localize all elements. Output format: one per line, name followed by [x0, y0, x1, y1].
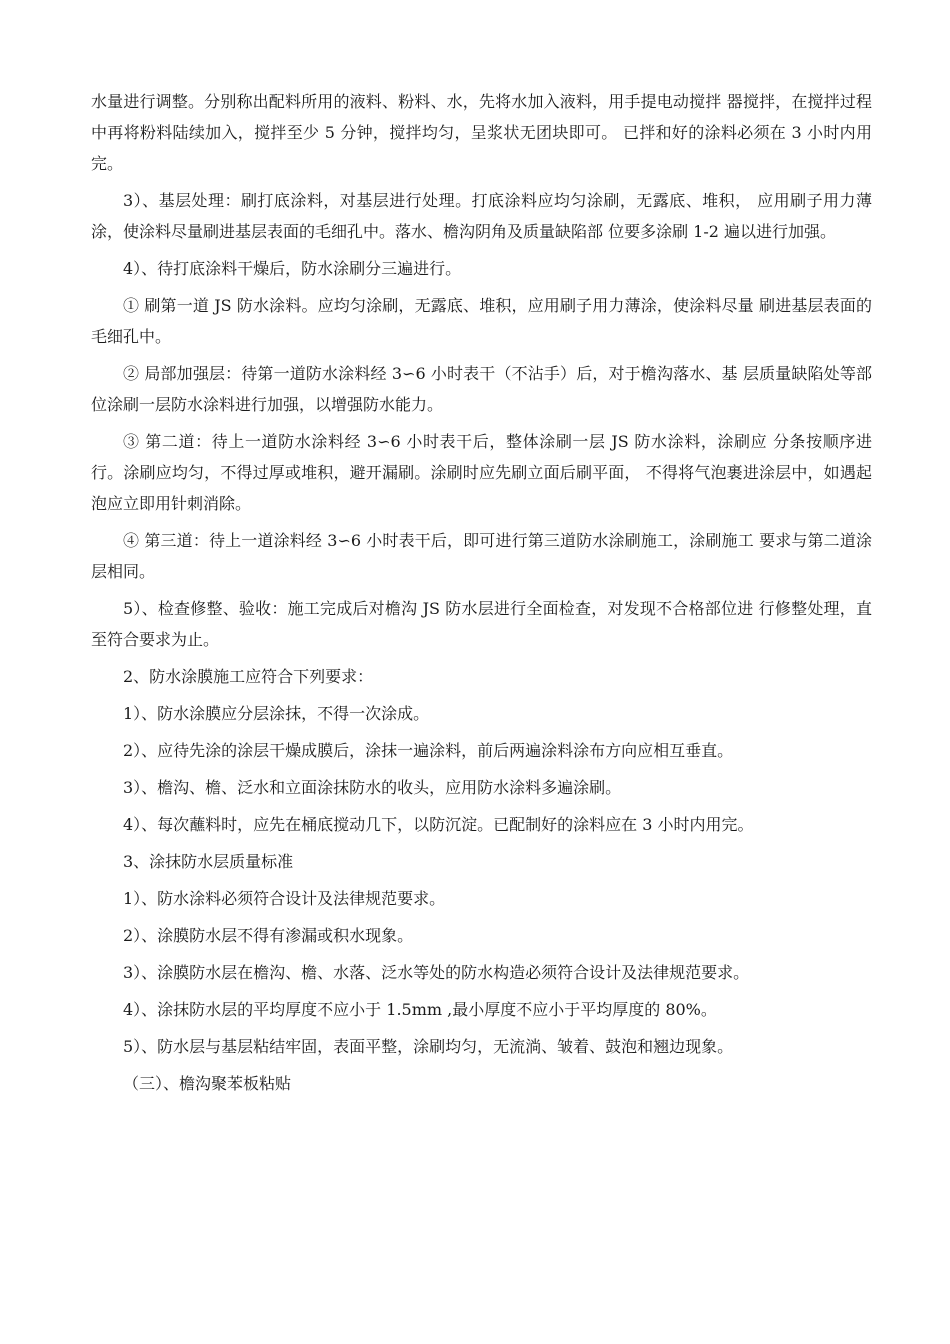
list-item-requirement-2: 2）、应待先涂的涂层干燥成膜后，涂抹一遍涂料，前后两遍涂料涂布方向应相互垂直。 [123, 741, 734, 760]
heading-coating-requirements: 2、防水涂膜施工应符合下列要求： [123, 667, 374, 686]
list-item-requirement-4: 4）、每次蘸料时，应先在桶底搅动几下，以防沉淀。已配制好的涂料应在 3 小时内用完。 [123, 815, 754, 834]
paragraph-mixing-continued: 水量进行调整。分别称出配料所用的液料、粉料、水，先将水加入液料，用手提电动搅拌 器搅拌，在搅拌过程中再将粉料陆续加入，搅拌至少 5 分钟，搅拌均匀，呈浆状无团块即可。 已拌和好的涂料必须在 3 小时内用完。 [91, 92, 872, 173]
document-body [91, 86, 872, 1099]
heading-quality-standard: 3、涂抹防水层质量标准 [123, 852, 294, 871]
paragraph-base-treatment: 3）、基层处理：刷打底涂料，对基层进行处理。打底涂料应均匀涂刷，无露底、堆积， 应用刷子用力薄涂，使涂料尽量刷进基层表面的毛细孔中。落水、檐沟阴角及质量缺陷部 位要多涂刷 1-2 遍以进行加强。 [91, 191, 872, 241]
paragraph-inspection: 5）、检查修整、验收：施工完成后对檐沟 JS 防水层进行全面检查，对发现不合格部位进 行修整处理，直至符合要求为止。 [91, 599, 872, 649]
list-item-standard-2: 2）、涂膜防水层不得有渗漏或积水现象。 [123, 926, 414, 945]
paragraph-three-coats: 4）、待打底涂料干燥后，防水涂刷分三遍进行。 [123, 259, 462, 278]
heading-section-three: （三）、檐沟聚苯板粘贴 [123, 1074, 292, 1093]
paragraph-local-reinforcement: ② 局部加强层：待第一道防水涂料经 3∽6 小时表干（不沾手）后，对于檐沟落水、基 层质量缺陷处等部位涂刷一层防水涂料进行加强，以增强防水能力。 [91, 364, 872, 414]
paragraph-first-coat: ① 刷第一道 JS 防水涂料。应均匀涂刷，无露底、堆积，应用刷子用力薄涂，使涂料尽量 刷进基层表面的毛细孔中。 [91, 296, 872, 346]
list-item-standard-3: 3）、涂膜防水层在檐沟、檐、水落、泛水等处的防水构造必须符合设计及法律规范要求。 [123, 963, 750, 982]
list-item-standard-4: 4）、涂抹防水层的平均厚度不应小于 1.5mm ,最小厚度不应小于平均厚度的 80%。 [123, 1000, 717, 1019]
list-item-requirement-1: 1）、防水涂膜应分层涂抹，不得一次涂成。 [123, 704, 430, 723]
paragraph-second-coat: ③ 第二道：待上一道防水涂料经 3∽6 小时表干后，整体涂刷一层 JS 防水涂料，涂刷应 分条按顺序进行。涂刷应均匀，不得过厚或堆积，避开漏刷。涂刷时应先刷立面后刷平面， 不得将气泡裹进涂层中，如遇起泡应立即用针刺消除。 [91, 432, 872, 513]
list-item-requirement-3: 3）、檐沟、檐、泛水和立面涂抹防水的收头，应用防水涂料多遍涂刷。 [123, 778, 622, 797]
paragraph-third-coat: ④ 第三道：待上一道涂料经 3∽6 小时表干后，即可进行第三道防水涂刷施工，涂刷施工 要求与第二道涂层相同。 [91, 531, 872, 581]
list-item-standard-1: 1）、防水涂料必须符合设计及法律规范要求。 [123, 889, 446, 908]
list-item-standard-5: 5）、防水层与基层粘结牢固，表面平整，涂刷均匀，无流淌、皱着、鼓泡和翘边现象。 [123, 1037, 734, 1056]
